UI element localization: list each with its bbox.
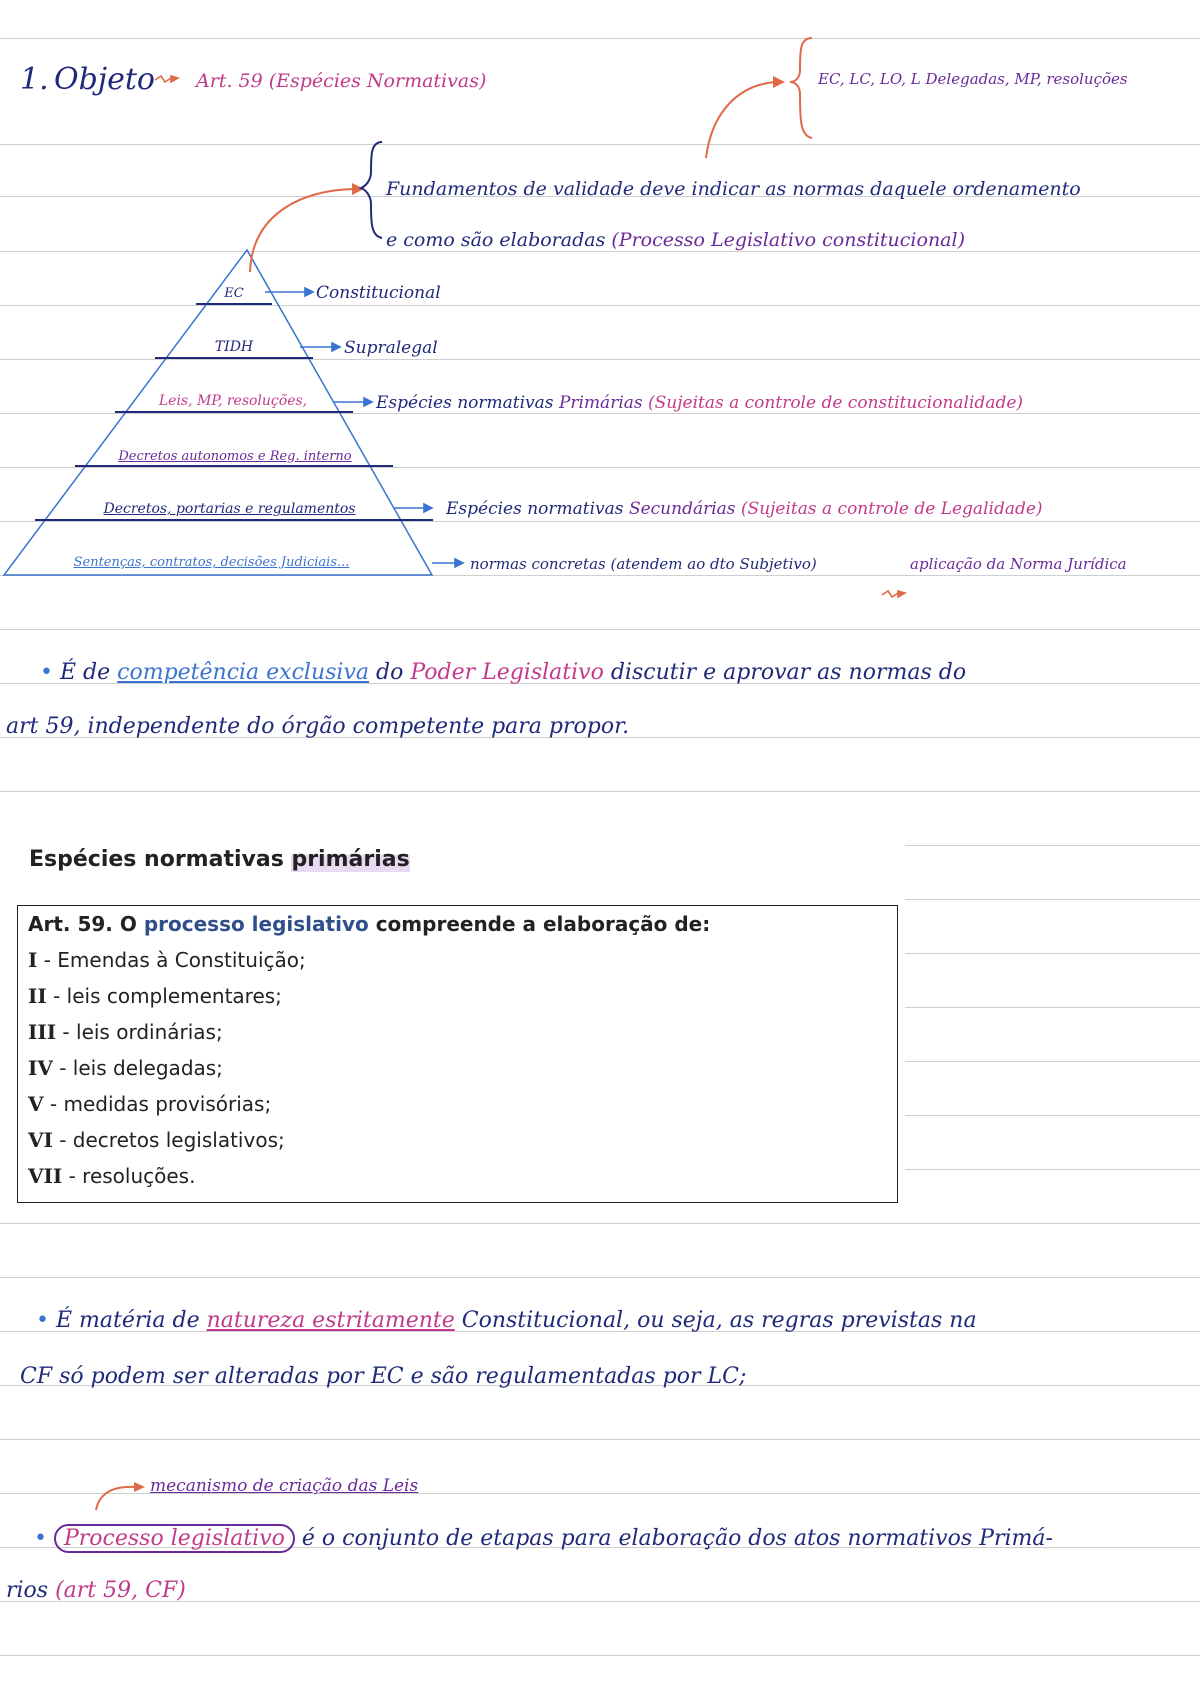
squiggle-arrow-icon <box>898 591 905 597</box>
bullet: • <box>34 1526 47 1551</box>
article-numeral: V <box>28 1092 44 1116</box>
article-box <box>17 905 898 1203</box>
note-matter-line-1 <box>36 1308 977 1333</box>
note-process-line-2 <box>6 1578 186 1603</box>
article-item-text: - Emendas à Constituição; <box>37 948 306 972</box>
article-item-text: - leis ordinárias; <box>56 1020 223 1044</box>
note-secondary-b: Secundárias <box>628 499 736 519</box>
arrow-head-icon <box>773 76 785 88</box>
note-primary-c: (Sujeitas a controle de constitucionalidade) <box>648 393 1024 413</box>
brace-icon <box>361 142 382 238</box>
bullet: • <box>40 660 53 685</box>
section-title: Objeto <box>54 62 155 97</box>
article-number: Art. 59 <box>28 912 106 936</box>
note-primary-b: Primárias <box>558 393 643 413</box>
matter-text: É matéria de <box>55 1308 200 1333</box>
note-concrete: normas concretas (atendem ao dto Subjetivo) <box>470 555 817 573</box>
squiggle-arrow-icon <box>155 76 171 82</box>
article-item <box>28 1125 897 1161</box>
section-number: 1. <box>20 62 49 97</box>
note-process-line-1 <box>34 1526 1053 1551</box>
process-text-end: rios <box>6 1578 49 1603</box>
article-item-text: - leis delegadas; <box>52 1056 223 1080</box>
pyramid-level-sentences: Sentenças, contratos, decisões Judiciais... <box>73 555 350 570</box>
article-numeral: III <box>28 1020 57 1044</box>
note-application: aplicação da Norma Jurídica <box>910 555 1127 573</box>
process-text: é o conjunto de etapas para elaboração dos atos normativos Primá- <box>301 1526 1053 1551</box>
bullet: • <box>36 1308 49 1333</box>
circled-term: Processo legislativo <box>54 1524 295 1553</box>
process-ref: (art 59, CF) <box>55 1578 186 1603</box>
squiggle-arrow-icon <box>882 591 898 597</box>
foundation-line-1: Fundamentos de validade deve indicar as normas daquele ordenamento <box>386 178 1081 200</box>
note-matter-line-2: CF só podem ser alteradas por EC e são regulamentadas por LC; <box>20 1364 747 1389</box>
box-heading-b: primárias <box>291 847 410 872</box>
section-reference: Art. 59 (Espécies Normativas) <box>196 70 487 92</box>
arrow-mechanism-icon <box>96 1487 136 1510</box>
matter-text: Constitucional, ou seja, as regras previstas na <box>461 1308 977 1333</box>
note-competence-line-1 <box>40 660 966 685</box>
arrow-to-species-icon <box>706 82 775 158</box>
article-item-text: - leis complementares; <box>46 984 282 1008</box>
article-item-text: - medidas provisórias; <box>43 1092 272 1116</box>
matter-highlight: natureza estritamente <box>206 1308 455 1333</box>
pyramid-arrows <box>265 288 463 567</box>
competence-text: do <box>376 660 404 685</box>
article-numeral: IV <box>28 1056 53 1080</box>
pyramid-level-decrees-autonomous: Decretos autonomos e Reg. interno <box>118 449 352 464</box>
brace-icon <box>790 38 812 138</box>
note-competence-line-2: art 59, independente do órgão competente para propor. <box>6 714 630 739</box>
competence-power: Poder Legislativo <box>410 660 604 685</box>
competence-text: discutir e aprovar as normas do <box>610 660 967 685</box>
foundation-line-2 <box>386 229 965 251</box>
note-secondary-a: Espécies normativas <box>446 499 624 519</box>
article-item <box>28 1053 897 1089</box>
article-numeral: VI <box>28 1128 53 1152</box>
article-numeral: I <box>28 948 38 972</box>
arrow-head-icon <box>134 1482 145 1492</box>
note-constitucional: Constitucional <box>316 283 441 303</box>
box-heading <box>29 847 410 872</box>
competence-text: É de <box>59 660 111 685</box>
box-heading-a: Espécies normativas <box>29 847 292 872</box>
article-numeral: II <box>28 984 47 1008</box>
note-primary <box>376 393 1023 413</box>
article-intro-a: . O <box>105 912 144 936</box>
article-item <box>28 1161 897 1197</box>
article-title <box>28 912 897 936</box>
squiggle-arrow-icon <box>171 76 178 82</box>
article-item <box>28 1017 897 1053</box>
arrow-icon <box>364 398 372 406</box>
note-secondary-c: (Sujeitas a controle de Legalidade) <box>740 499 1043 519</box>
article-item <box>28 981 897 1017</box>
pyramid-level-decrees: Decretos, portarias e regulamentos <box>103 501 356 517</box>
arrow-icon <box>305 288 313 296</box>
foundation-line-2a: e como são elaboradas <box>386 229 606 251</box>
pyramid-level-tidh: TIDH <box>214 339 254 355</box>
article-item <box>28 1089 897 1125</box>
note-primary-a: Espécies normativas <box>376 393 554 413</box>
arrow-to-foundation-icon <box>250 189 354 272</box>
pyramid-level-laws: Leis, MP, resoluções, <box>158 393 308 409</box>
species-list: EC, LC, LO, L Delegadas, MP, resoluções <box>818 70 1128 88</box>
article-item-text: - resoluções. <box>62 1164 196 1188</box>
arrow-icon <box>424 504 432 512</box>
article-numeral: VII <box>28 1164 63 1188</box>
article-link[interactable]: processo legislativo <box>143 912 369 936</box>
article-item-text: - decretos legislativos; <box>52 1128 285 1152</box>
competence-highlight: competência exclusiva <box>117 660 369 685</box>
pyramid-level-ec: EC <box>224 286 244 301</box>
arrow-icon <box>332 343 340 351</box>
foundation-line-2b: (Processo Legislativo constitucional) <box>611 229 965 251</box>
note-supralegal: Supralegal <box>344 338 438 358</box>
note-secondary <box>446 499 1043 519</box>
mechanism-note: mecanismo de criação das Leis <box>150 1476 419 1496</box>
arrow-icon <box>455 559 463 567</box>
article-intro-b: compreende a elaboração de: <box>368 912 711 936</box>
article-item <box>28 945 897 981</box>
